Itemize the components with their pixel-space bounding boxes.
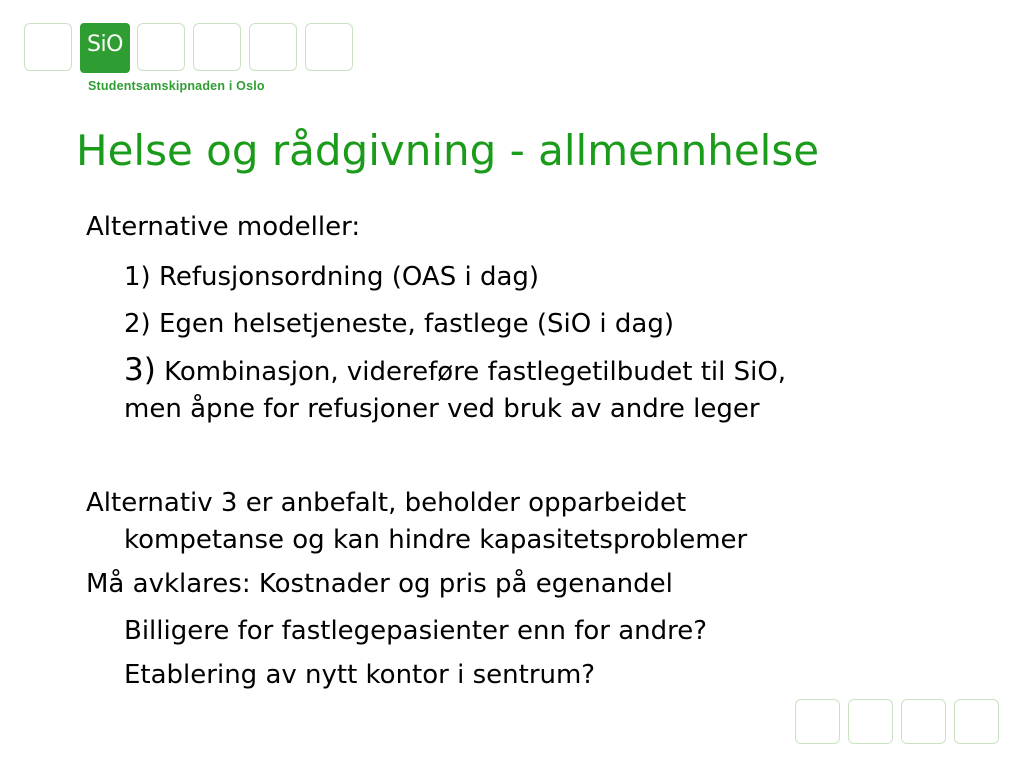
decorative-box [193,23,241,71]
recommendation-line-1: Alternativ 3 er anbefalt, beholder opparbeidet [86,488,687,518]
option-3-line-2: men åpne for refusjoner ved bruk av andre leger [124,394,760,424]
sio-logo [80,23,130,73]
models-heading: Alternative modeller: [86,212,361,242]
decorative-box [137,23,185,71]
decorative-box [795,699,840,744]
decorative-box [305,23,353,71]
decorative-box [249,23,297,71]
recommendation-line-2: kompetanse og kan hindre kapasitetsproblemer [124,525,748,555]
slide-title: Helse og rådgivning - allmennhelse [76,126,820,175]
option-3-text: Kombinasjon, videreføre fastlegetilbudet til SiO, [164,357,787,387]
logo-tagline: Studentsamskipnaden i Oslo [88,79,265,93]
logo-text: SiO [87,32,123,57]
decorative-box [848,699,893,744]
option-3-number: 3) [124,352,156,388]
option-3-line-1 [124,352,786,390]
clarify-point-2: Etablering av nytt kontor i sentrum? [124,660,596,690]
clarify-heading: Må avklares: Kostnader og pris på egenandel [86,569,673,599]
decorative-box [901,699,946,744]
decorative-box [954,699,999,744]
option-1: 1) Refusjonsordning (OAS i dag) [124,262,540,292]
clarify-point-1: Billigere for fastlegepasienter enn for andre? [124,616,708,646]
decorative-box [24,23,72,71]
option-2: 2) Egen helsetjeneste, fastlege (SiO i dag) [124,309,674,339]
